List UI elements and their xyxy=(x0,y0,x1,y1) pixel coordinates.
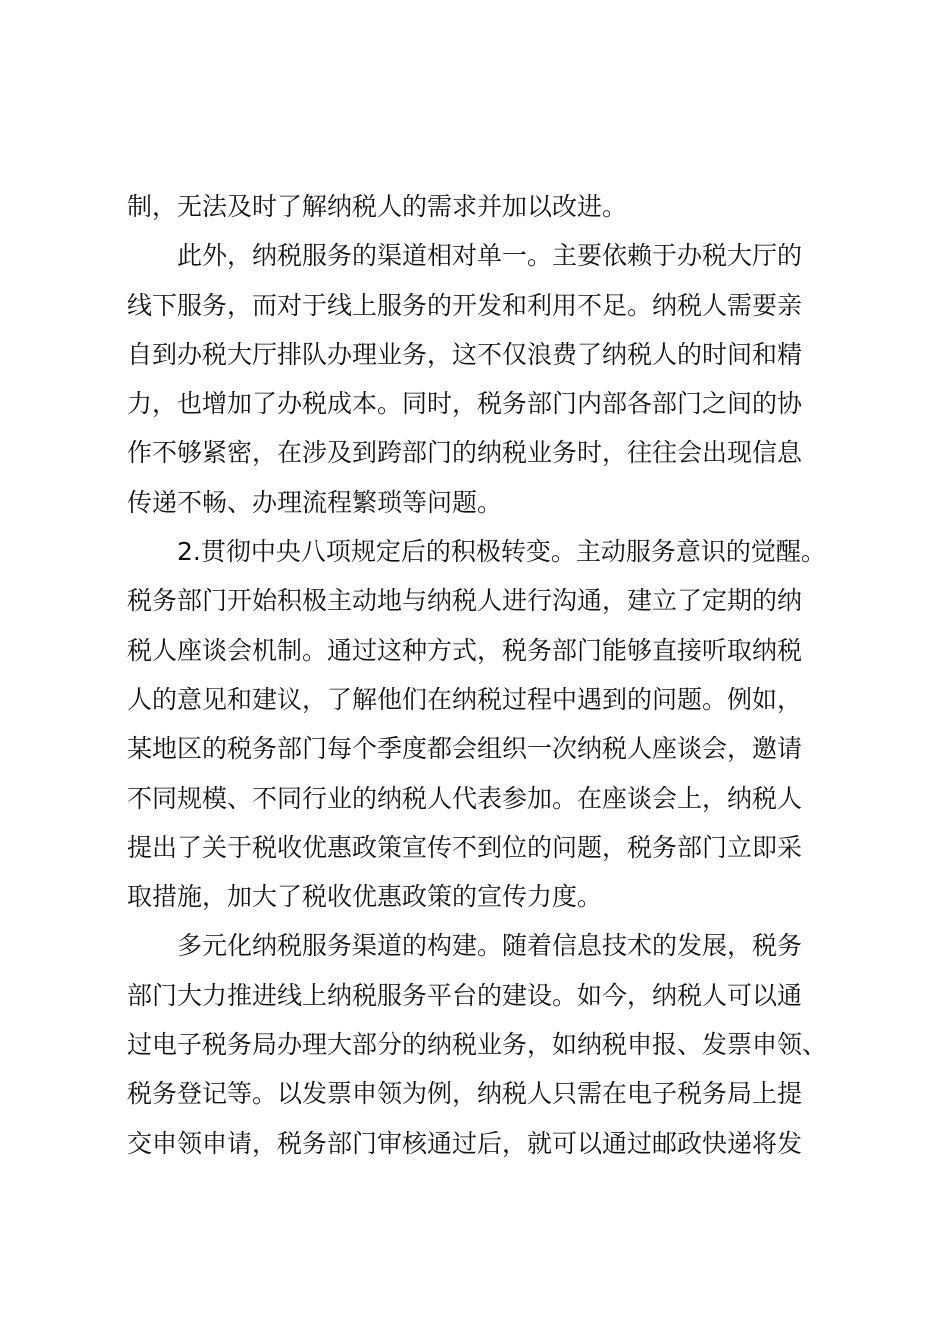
text-line: 不同规模、不同行业的纳税人代表参加。在座谈会上，纳税人 xyxy=(127,783,803,813)
text-line: 税务部门开始积极主动地与纳税人进行沟通，建立了定期的纳 xyxy=(127,586,803,616)
text-line: 传递不畅、办理流程繁琐等问题。 xyxy=(127,487,503,517)
text-line: 部门大力推进线上纳税服务平台的建设。如今，纳税人可以通 xyxy=(127,980,803,1010)
text-line: 作不够紧密，在涉及到跨部门的纳税业务时，往往会出现信息 xyxy=(127,438,803,468)
text-line: 提出了关于税收优惠政策宣传不到位的问题，税务部门立即采 xyxy=(127,832,803,862)
text-line: 过电子税务局办理大部分的纳税业务，如纳税申报、发票申领、 xyxy=(127,1030,828,1060)
text-line: 力，也增加了办税成本。同时，税务部门内部各部门之间的协 xyxy=(127,389,803,419)
text-line: 制，无法及时了解纳税人的需求并加以改进。 xyxy=(127,192,628,221)
text-line: 2.贯彻中央八项规定后的积极转变。主动服务意识的觉醒。 xyxy=(177,537,826,567)
text-line: 取措施，加大了税收优惠政策的宣传力度。 xyxy=(127,882,603,912)
text-line: 自到办税大厅排队办理业务，这不仅浪费了纳税人的时间和精 xyxy=(127,339,803,369)
text-line: 税人座谈会机制。通过这种方式，税务部门能够直接听取纳税 xyxy=(127,635,803,665)
document-body xyxy=(127,182,832,1168)
text-line: 此外，纳税服务的渠道相对单一。主要依赖于办税大厅的 xyxy=(177,241,803,271)
text-line: 人的意见和建议，了解他们在纳税过程中遇到的问题。例如， xyxy=(127,684,803,714)
text-line: 多元化纳税服务渠道的构建。随着信息技术的发展，税务 xyxy=(177,931,803,961)
text-line: 线下服务，而对于线上服务的开发和利用不足。纳税人需要亲 xyxy=(127,290,803,320)
text-line: 交申领申请，税务部门审核通过后，就可以通过邮政快递将发 xyxy=(127,1128,803,1158)
text-line: 某地区的税务部门每个季度都会组织一次纳税人座谈会，邀请 xyxy=(127,734,803,764)
text-line: 税务登记等。以发票申领为例，纳税人只需在电子税务局上提 xyxy=(127,1079,803,1109)
